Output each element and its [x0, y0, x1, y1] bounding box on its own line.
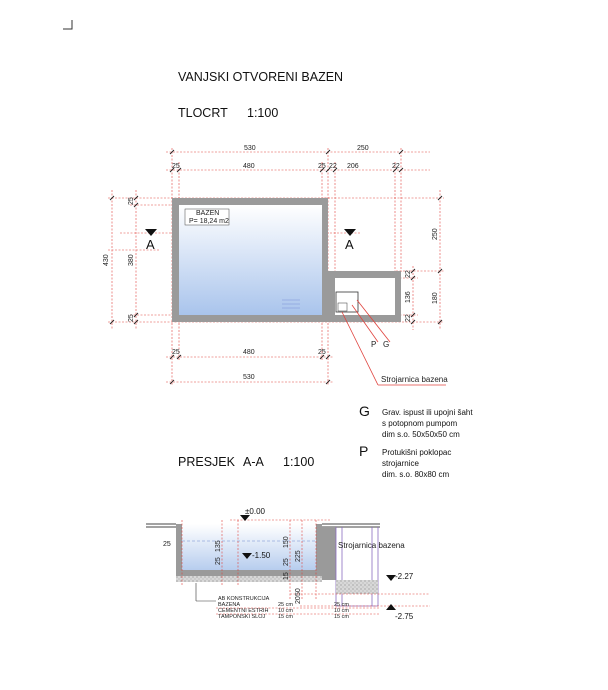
section-mark-left [145, 229, 157, 236]
leader-label-p: P [371, 340, 377, 349]
dim-right-22-top: 22 [405, 270, 412, 278]
layer-right-2: 25 cm [334, 602, 349, 608]
legend-g-line1: Grav. ispust ili upojni šaht [382, 408, 473, 417]
dim-top-wall-right: 25 [318, 163, 326, 170]
dim-left-inner: 380 [128, 254, 135, 266]
level-water-label: -1.50 [252, 551, 271, 560]
section-dim-25b: 25 [283, 558, 290, 566]
legend-p-line1: Protukišni poklopac [382, 448, 452, 457]
pool-name: BAZEN [196, 210, 220, 217]
layer-name-4: TAMPONSKI SLOJ [218, 614, 266, 620]
dim-left-wall-top: 25 [128, 197, 135, 205]
dim-top-inner: 480 [243, 163, 255, 170]
layer-leader [196, 583, 216, 601]
dim-top-22a: 22 [329, 163, 337, 170]
pool-area: P= 18,24 m2 [189, 218, 229, 225]
dim-top-right: 250 [357, 145, 369, 152]
section-dim-wall: 25 [163, 541, 171, 548]
legend-g-line3: dim s.o. 50x50x50 cm [382, 430, 460, 439]
corner-mark [63, 20, 72, 29]
level-marker-right2 [386, 604, 396, 610]
legend-key-g: G [359, 403, 370, 419]
dim-right-180: 180 [432, 292, 439, 304]
layer-name-3: CEMENTNI ESTRIH [218, 608, 269, 614]
layer-name-1: AB KONSTRUKCIJA [218, 596, 270, 602]
section-dim-150: 150 [283, 536, 290, 548]
section-dim-15: 15 [283, 572, 290, 580]
dim-left-total: 430 [103, 254, 110, 266]
legend-key-p: P [359, 443, 369, 459]
section-dim-135: 135 [215, 540, 222, 552]
level-right2-label: -2.75 [395, 612, 414, 621]
drawing-title: VANJSKI OTVORENI BAZEN [178, 70, 344, 84]
dim-left-wall-bottom: 25 [128, 314, 135, 322]
dim-right-22-bottom: 22 [405, 314, 412, 322]
dim-top-total: 530 [244, 145, 256, 152]
dim-top-206: 206 [347, 163, 359, 170]
layer-left-4: 15 cm [278, 614, 293, 620]
layer-right-4: 15 cm [334, 614, 349, 620]
layer-left-2: 25 cm [278, 602, 293, 608]
level-top-label: ±0.00 [245, 507, 265, 516]
dim-top-wall-left: 25 [172, 163, 180, 170]
legend-p-line2: strojarnice [382, 459, 419, 468]
section-label: PRESJEK [178, 455, 235, 469]
section-mark-right [344, 229, 356, 236]
plan-label: TLOCRT [178, 106, 228, 120]
dim-bottom-wall-right: 25 [318, 349, 326, 356]
machine-room-label: Strojarnica bazena [381, 375, 448, 384]
section-dim-25: 25 [215, 557, 222, 565]
legend-p-line3: dim. s.o. 80x80 cm [382, 470, 450, 479]
level-right1-label: -2.27 [395, 572, 414, 581]
section-dim-50: 50 [295, 588, 302, 596]
section-dim-225: 225 [295, 550, 302, 562]
layer-left-3: 10 cm [278, 608, 293, 614]
section-dim-20: 20 [295, 596, 302, 604]
section-machine-room-label: Strojarnica bazena [338, 541, 405, 550]
dim-right-136: 136 [405, 291, 412, 303]
layer-name-2: BAZENA [218, 602, 241, 608]
machine-room-plan [328, 271, 401, 322]
section-mark-right-label: A [345, 237, 354, 252]
dim-bottom-total: 530 [243, 374, 255, 381]
legend-g-line2: s potopnom pumpom [382, 419, 458, 428]
section-scale: 1:100 [283, 455, 315, 469]
section-name: A-A [243, 455, 264, 469]
layer-right-3: 10 cm [334, 608, 349, 614]
dim-right-250: 250 [432, 228, 439, 240]
section-mark-left-label: A [146, 237, 155, 252]
dim-bottom-wall-left: 25 [172, 349, 180, 356]
dim-bottom-inner: 480 [243, 349, 255, 356]
leader-label-g: G [383, 340, 390, 349]
dim-top-22b: 22 [392, 163, 400, 170]
plan-scale: 1:100 [247, 106, 279, 120]
